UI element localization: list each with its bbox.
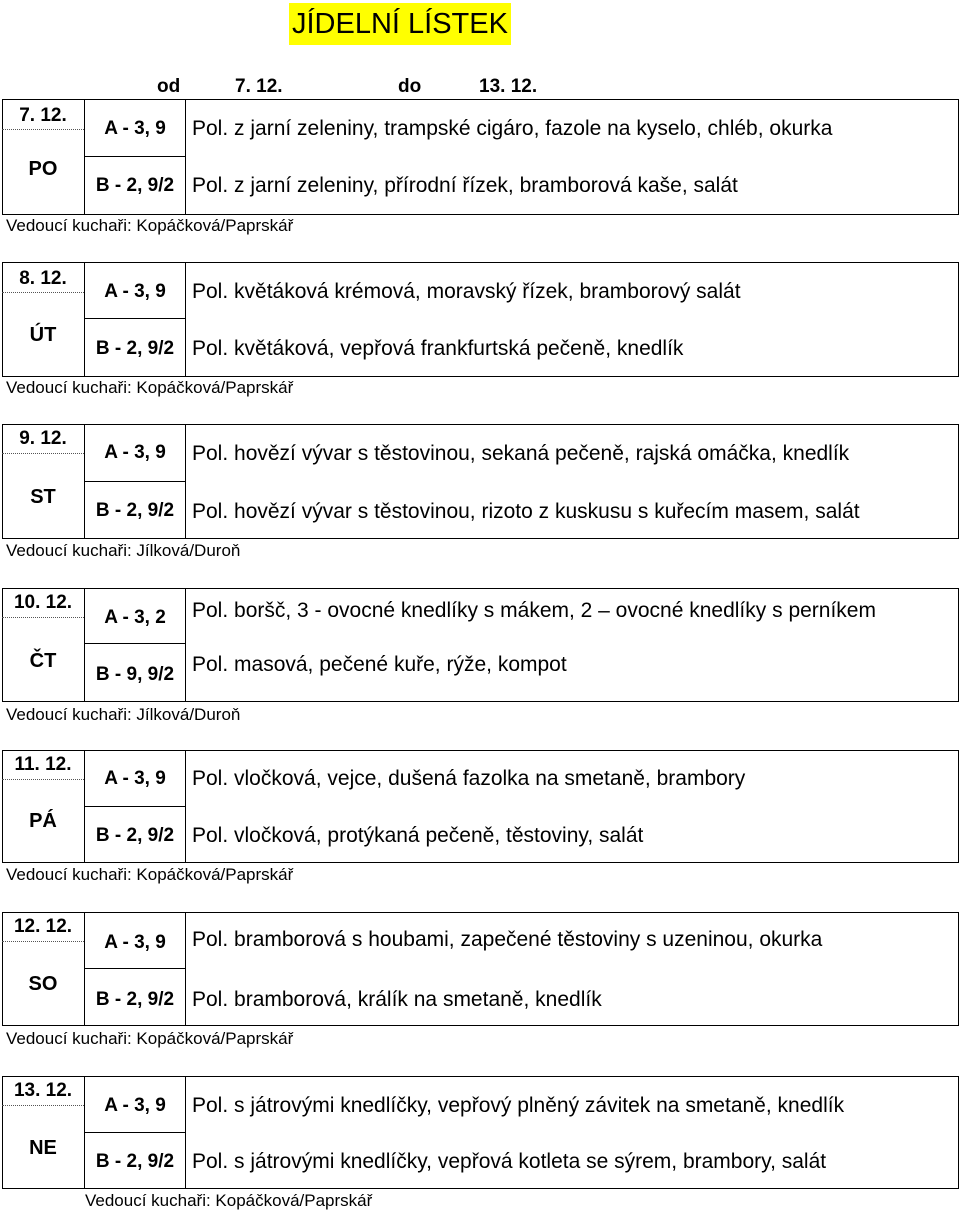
date-divider — [2, 617, 84, 618]
row-divider — [84, 968, 185, 969]
column-divider — [185, 99, 186, 214]
menu-b-code: B - 2, 9/2 — [95, 825, 175, 846]
menu-b-meal: Pol. s játrovými knedlíčky, vepřová kotleta se sýrem, brambory, salát — [192, 1150, 827, 1173]
row-divider — [84, 643, 185, 644]
date-divider — [2, 453, 84, 454]
menu-a-code: A - 3, 9 — [104, 768, 166, 789]
day-date: 11. 12. — [14, 754, 72, 775]
menu-b-meal: Pol. masová, pečené kuře, rýže, kompot — [192, 653, 567, 676]
menu-b-meal: Pol. bramborová, králík na smetaně, knedlík — [192, 988, 602, 1011]
range-from-label: od — [157, 76, 181, 97]
row-divider — [84, 806, 185, 807]
menu-b-meal: Pol. z jarní zeleniny, přírodní řízek, bramborová kaše, salát — [192, 174, 738, 197]
menu-b-code: B - 2, 9/2 — [95, 989, 175, 1010]
chefs-note: Vedoucí kuchaři: Kopáčková/Paprskář — [85, 1191, 373, 1210]
day-abbr: ÚT — [29, 324, 57, 346]
menu-a-code: A - 3, 9 — [104, 442, 166, 463]
menu-a-meal: Pol. květáková krémová, moravský řízek, bramborový salát — [192, 280, 741, 303]
menu-b-meal: Pol. vločková, protýkaná pečeně, těstoviny, salát — [192, 824, 644, 847]
day-abbr: SO — [28, 973, 58, 995]
menu-a-code: A - 3, 9 — [104, 1095, 166, 1116]
row-divider — [84, 1132, 185, 1133]
chefs-note: Vedoucí kuchaři: Kopáčková/Paprskář — [6, 378, 294, 397]
column-divider — [185, 262, 186, 376]
date-divider — [2, 779, 84, 780]
column-divider — [185, 424, 186, 538]
menu-a-code: A - 3, 9 — [104, 281, 166, 302]
column-divider — [185, 1076, 186, 1188]
chefs-note: Vedoucí kuchaři: Jílková/Duroň — [6, 541, 241, 560]
day-abbr: NE — [29, 1137, 57, 1159]
date-divider — [2, 941, 84, 942]
menu-b-code: B - 2, 9/2 — [95, 338, 175, 359]
day-date: 7. 12. — [19, 105, 67, 126]
day-date: 10. 12. — [13, 592, 73, 613]
column-divider — [185, 912, 186, 1025]
column-divider — [185, 588, 186, 701]
menu-a-meal: Pol. boršč, 3 - ovocné knedlíky s mákem, 2 – ovocné knedlíky s perníkem — [192, 599, 876, 622]
menu-a-meal: Pol. bramborová s houbami, zapečené těstoviny s uzeninou, okurka — [192, 928, 823, 951]
day-date: 12. 12. — [13, 916, 73, 937]
chefs-note: Vedoucí kuchaři: Jílková/Duroň — [6, 705, 241, 724]
menu-b-code: B - 2, 9/2 — [95, 175, 175, 196]
day-abbr: PO — [28, 158, 58, 180]
row-divider — [84, 481, 185, 482]
date-divider — [2, 292, 84, 293]
row-divider — [84, 156, 185, 157]
date-divider — [2, 1105, 84, 1106]
menu-b-code: B - 2, 9/2 — [95, 500, 175, 521]
menu-b-code: B - 9, 9/2 — [95, 664, 175, 685]
day-date: 9. 12. — [19, 428, 67, 449]
chefs-note: Vedoucí kuchaři: Kopáčková/Paprskář — [6, 865, 294, 884]
menu-a-code: A - 3, 9 — [104, 118, 166, 139]
menu-b-meal: Pol. květáková, vepřová frankfurtská pečeně, knedlík — [192, 337, 684, 360]
day-abbr: ČT — [29, 650, 57, 672]
menu-b-code: B - 2, 9/2 — [95, 1151, 175, 1172]
menu-a-code: A - 3, 2 — [104, 607, 166, 628]
menu-a-code: A - 3, 9 — [104, 932, 166, 953]
date-divider — [2, 129, 84, 130]
chefs-note: Vedoucí kuchaři: Kopáčková/Paprskář — [6, 1029, 294, 1048]
menu-a-meal: Pol. z jarní zeleniny, trampské cigáro, fazole na kyselo, chléb, okurka — [192, 117, 833, 140]
menu-a-meal: Pol. hovězí vývar s těstovinou, sekaná pečeně, rajská omáčka, knedlík — [192, 442, 850, 465]
menu-a-meal: Pol. vločková, vejce, dušená fazolka na smetaně, brambory — [192, 767, 746, 790]
range-to-label: do — [398, 76, 422, 97]
range-to-date: 13. 12. — [479, 76, 538, 97]
menu-b-meal: Pol. hovězí vývar s těstovinou, rizoto z kuskusu s kuřecím masem, salát — [192, 500, 860, 523]
day-abbr: PÁ — [29, 810, 57, 832]
chefs-note: Vedoucí kuchaři: Kopáčková/Paprskář — [6, 216, 294, 235]
menu-a-meal: Pol. s játrovými knedlíčky, vepřový plněný závitek na smetaně, knedlík — [192, 1094, 845, 1117]
page-title: JÍDELNÍ LÍSTEK — [289, 3, 511, 45]
column-divider — [185, 750, 186, 862]
range-from-date: 7. 12. — [235, 76, 283, 97]
day-abbr: ST — [30, 486, 56, 508]
day-date: 8. 12. — [19, 268, 67, 289]
day-date: 13. 12. — [13, 1080, 73, 1101]
row-divider — [84, 318, 185, 319]
